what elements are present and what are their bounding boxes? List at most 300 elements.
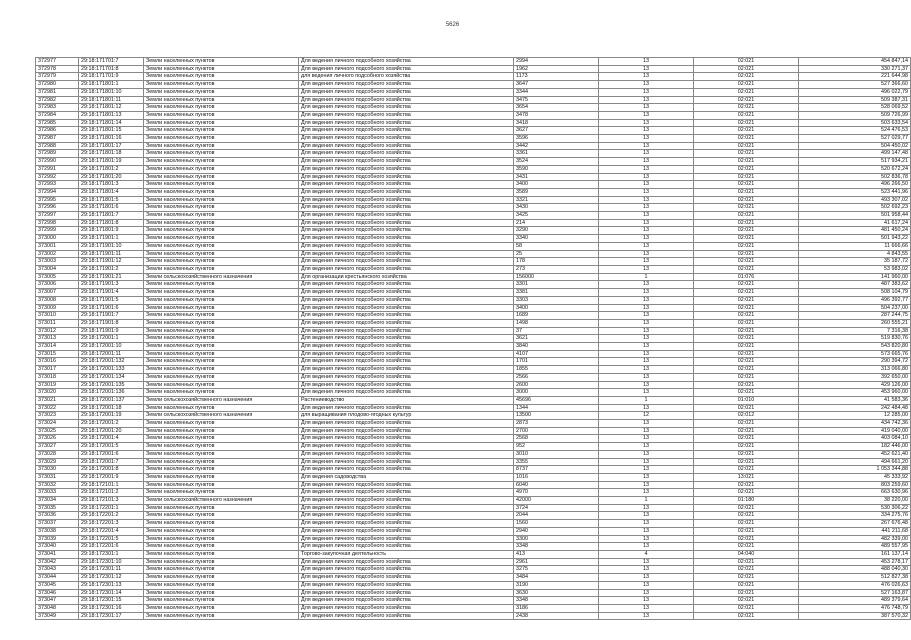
- land-category-cell: Земли населенных пунктов: [144, 458, 299, 466]
- area-cell: 1560: [514, 520, 599, 528]
- land-category-cell: Земли населенных пунктов: [144, 558, 299, 566]
- permitted-use-cell: Для ведения личного подсобного хозяйства: [299, 111, 514, 119]
- area-cell: 1855: [514, 366, 599, 374]
- permitted-use-cell: Для ведения личного подсобного хозяйства: [299, 366, 514, 374]
- area-cell: 3418: [514, 119, 599, 127]
- type-code-cell: 13: [599, 420, 694, 428]
- cadastral-value-cell: 38 220,00: [799, 497, 911, 505]
- cadastral-value-cell: 508 104,79: [799, 289, 911, 297]
- land-category-cell: Земли населенных пунктов: [144, 466, 299, 474]
- record-number-cell: 373027: [36, 443, 79, 451]
- record-number-cell: 373040: [36, 543, 79, 551]
- cadastral-value-cell: 330 271,37: [799, 65, 911, 73]
- cadastral-value-cell: 527 163,87: [799, 589, 911, 597]
- cadastral-number-cell: 29:18:172201:1: [79, 504, 144, 512]
- use-code-cell: 02:021: [694, 204, 799, 212]
- land-category-cell: Земли населенных пунктов: [144, 535, 299, 543]
- use-code-cell: 02:021: [694, 404, 799, 412]
- use-code-cell: 02:021: [694, 227, 799, 235]
- area-cell: 3190: [514, 581, 599, 589]
- use-code-cell: 02:021: [694, 535, 799, 543]
- cadastral-number-cell: 29:18:171801:14: [79, 119, 144, 127]
- use-code-cell: 02:021: [694, 520, 799, 528]
- use-code-cell: 01:180: [694, 497, 799, 505]
- cadastral-number-cell: 29:18:171801:13: [79, 111, 144, 119]
- area-cell: 4107: [514, 350, 599, 358]
- use-code-cell: 02:021: [694, 435, 799, 443]
- type-code-cell: 13: [599, 350, 694, 358]
- type-code-cell: 13: [599, 335, 694, 343]
- permitted-use-cell: Для ведения личного подсобного хозяйства: [299, 304, 514, 312]
- table-row: [36, 204, 911, 212]
- table-row: [36, 165, 911, 173]
- land-category-cell: Земли населенных пунктов: [144, 81, 299, 89]
- table-row: [36, 527, 911, 535]
- type-code-cell: 13: [599, 235, 694, 243]
- cadastral-value-cell: 494 661,20: [799, 458, 911, 466]
- permitted-use-cell: Для ведения личного подсобного хозяйства: [299, 173, 514, 181]
- land-category-cell: Земли населенных пунктов: [144, 127, 299, 135]
- area-cell: 3442: [514, 142, 599, 150]
- cadastral-number-cell: 29:18:171901:6: [79, 304, 144, 312]
- table-row: [36, 404, 911, 412]
- cadastral-number-cell: 29:18:171801:15: [79, 127, 144, 135]
- permitted-use-cell: Для ведения личного подсобного хозяйства: [299, 497, 514, 505]
- area-cell: 2961: [514, 558, 599, 566]
- table-row: [36, 96, 911, 104]
- permitted-use-cell: Для ведения личного подсобного хозяйства: [299, 158, 514, 166]
- area-cell: 156000: [514, 273, 599, 281]
- cadastral-value-cell: 11 666,66: [799, 242, 911, 250]
- cadastral-number-cell: 29:18:172101:2: [79, 489, 144, 497]
- record-number-cell: 373049: [36, 612, 79, 620]
- permitted-use-cell: Для ведения личного подсобного хозяйства: [299, 612, 514, 620]
- record-number-cell: 373044: [36, 574, 79, 582]
- area-cell: 2044: [514, 512, 599, 520]
- land-category-cell: Земли сельскохозяйственного назначения: [144, 412, 299, 420]
- record-number-cell: 372980: [36, 81, 79, 89]
- permitted-use-cell: Для ведения личного подсобного хозяйства: [299, 543, 514, 551]
- use-code-cell: 02:021: [694, 73, 799, 81]
- type-code-cell: 13: [599, 289, 694, 297]
- cadastral-value-cell: 573 665,76: [799, 350, 911, 358]
- type-code-cell: 13: [599, 612, 694, 620]
- type-code-cell: 13: [599, 173, 694, 181]
- land-category-cell: Земли населенных пунктов: [144, 581, 299, 589]
- use-code-cell: 02:021: [694, 327, 799, 335]
- record-number-cell: 372978: [36, 65, 79, 73]
- land-category-cell: Земли населенных пунктов: [144, 335, 299, 343]
- use-code-cell: 02:021: [694, 235, 799, 243]
- permitted-use-cell: Для ведения личного подсобного хозяйства: [299, 458, 514, 466]
- land-category-cell: Земли населенных пунктов: [144, 473, 299, 481]
- cadastral-value-cell: 528 069,52: [799, 104, 911, 112]
- land-category-cell: Земли населенных пунктов: [144, 358, 299, 366]
- land-category-cell: Земли населенных пунктов: [144, 96, 299, 104]
- cadastral-number-cell: 29:18:171901:4: [79, 289, 144, 297]
- cadastral-number-cell: 29:18:171901:5: [79, 296, 144, 304]
- table-row: [36, 366, 911, 374]
- cadastral-value-cell: 242 484,48: [799, 404, 911, 412]
- table-row: [36, 427, 911, 435]
- cadastral-value-cell: 392 650,00: [799, 373, 911, 381]
- cadastral-value-cell: 509 387,31: [799, 96, 911, 104]
- area-cell: 3000: [514, 389, 599, 397]
- record-number-cell: 373043: [36, 566, 79, 574]
- cadastral-number-cell: 29:18:171901:10: [79, 242, 144, 250]
- use-code-cell: 02:021: [694, 173, 799, 181]
- record-number-cell: 373030: [36, 466, 79, 474]
- table-row: [36, 597, 911, 605]
- use-code-cell: 02:021: [694, 566, 799, 574]
- table-row: [36, 289, 911, 297]
- record-number-cell: 373021: [36, 396, 79, 404]
- record-number-cell: 373035: [36, 504, 79, 512]
- type-code-cell: 13: [599, 581, 694, 589]
- record-number-cell: 373045: [36, 581, 79, 589]
- cadastral-number-cell: 29:18:171801:18: [79, 150, 144, 158]
- cadastral-number-cell: 29:18:172201:6: [79, 543, 144, 551]
- record-number-cell: 373025: [36, 427, 79, 435]
- land-category-cell: Земли населенных пунктов: [144, 65, 299, 73]
- land-category-cell: Земли населенных пунктов: [144, 250, 299, 258]
- cadastral-value-cell: 803 259,60: [799, 481, 911, 489]
- area-cell: 6040: [514, 481, 599, 489]
- type-code-cell: 13: [599, 450, 694, 458]
- permitted-use-cell: Для организации крестьянского хозяйства: [299, 273, 514, 281]
- cadastral-number-cell: 29:18:172001:137: [79, 396, 144, 404]
- area-cell: 3381: [514, 289, 599, 297]
- cadastral-number-cell: 29:18:171901:21: [79, 273, 144, 281]
- cadastral-value-cell: 453 960,00: [799, 389, 911, 397]
- use-code-cell: 02:021: [694, 119, 799, 127]
- land-category-cell: Земли населенных пунктов: [144, 512, 299, 520]
- permitted-use-cell: Для ведения личного подсобного хозяйства: [299, 512, 514, 520]
- record-number-cell: 372990: [36, 158, 79, 166]
- table-row: [36, 242, 911, 250]
- table-row: [36, 420, 911, 428]
- land-category-cell: Земли населенных пунктов: [144, 420, 299, 428]
- use-code-cell: 02:021: [694, 366, 799, 374]
- use-code-cell: 02:021: [694, 219, 799, 227]
- table-row: [36, 504, 911, 512]
- type-code-cell: 13: [599, 481, 694, 489]
- cadastral-value-cell: 260 555,21: [799, 319, 911, 327]
- table-row: [36, 173, 911, 181]
- use-code-cell: 02:021: [694, 481, 799, 489]
- type-code-cell: 13: [599, 458, 694, 466]
- use-code-cell: 02:021: [694, 250, 799, 258]
- record-number-cell: 373047: [36, 597, 79, 605]
- cadastral-value-cell: 517 934,21: [799, 158, 911, 166]
- type-code-cell: 13: [599, 527, 694, 535]
- record-number-cell: 372982: [36, 96, 79, 104]
- permitted-use-cell: Для ведения личного подсобного хозяйства: [299, 258, 514, 266]
- use-code-cell: 02:021: [694, 558, 799, 566]
- record-number-cell: 373004: [36, 265, 79, 273]
- type-code-cell: 13: [599, 543, 694, 551]
- land-category-cell: Земли населенных пунктов: [144, 443, 299, 451]
- cadastral-number-cell: 29:18:171801:9: [79, 227, 144, 235]
- area-cell: 3654: [514, 104, 599, 112]
- cadastral-number-cell: 29:18:172301:14: [79, 589, 144, 597]
- table-row: [36, 443, 911, 451]
- record-number-cell: 372988: [36, 142, 79, 150]
- cadastral-value-cell: 543 820,80: [799, 343, 911, 351]
- use-code-cell: 02:021: [694, 450, 799, 458]
- type-code-cell: 13: [599, 258, 694, 266]
- record-number-cell: 373001: [36, 242, 79, 250]
- use-code-cell: 04:040: [694, 551, 799, 559]
- cadastral-number-cell: 29:18:172001:7: [79, 458, 144, 466]
- area-cell: 3647: [514, 81, 599, 89]
- area-cell: 8737: [514, 466, 599, 474]
- record-number-cell: 373041: [36, 551, 79, 559]
- cadastral-value-cell: 496 022,79: [799, 88, 911, 96]
- permitted-use-cell: Для ведения личного подсобного хозяйства: [299, 527, 514, 535]
- record-number-cell: 372991: [36, 165, 79, 173]
- record-number-cell: 372983: [36, 104, 79, 112]
- record-number-cell: 373019: [36, 381, 79, 389]
- area-cell: 3344: [514, 88, 599, 96]
- use-code-cell: 02:021: [694, 212, 799, 220]
- cadastral-number-cell: 29:18:171801:1: [79, 81, 144, 89]
- cadastral-number-cell: 29:18:171801:7: [79, 212, 144, 220]
- use-code-cell: 02:021: [694, 427, 799, 435]
- land-category-cell: Земли населенных пунктов: [144, 219, 299, 227]
- type-code-cell: 13: [599, 111, 694, 119]
- table-row: [36, 396, 911, 404]
- cadastral-number-cell: 29:18:172001:9: [79, 473, 144, 481]
- land-category-cell: Земли населенных пунктов: [144, 150, 299, 158]
- area-cell: 273: [514, 265, 599, 273]
- cadastral-number-cell: 29:18:172001:8: [79, 466, 144, 474]
- type-code-cell: 13: [599, 574, 694, 582]
- table-row: [36, 142, 911, 150]
- table-row: [36, 412, 911, 420]
- table-row: [36, 543, 911, 551]
- permitted-use-cell: Для ведения личного подсобного хозяйства: [299, 165, 514, 173]
- cadastral-value-cell: 267 676,48: [799, 520, 911, 528]
- land-category-cell: Земли населенных пунктов: [144, 135, 299, 143]
- record-number-cell: 373039: [36, 535, 79, 543]
- area-cell: 3275: [514, 566, 599, 574]
- permitted-use-cell: для ведения личного подсобного хозяйства: [299, 73, 514, 81]
- area-cell: 3475: [514, 96, 599, 104]
- land-category-cell: Земли населенных пунктов: [144, 58, 299, 66]
- table-row: [36, 558, 911, 566]
- record-number-cell: 373018: [36, 373, 79, 381]
- use-code-cell: 02:021: [694, 335, 799, 343]
- area-cell: 2566: [514, 373, 599, 381]
- type-code-cell: 13: [599, 312, 694, 320]
- area-cell: 3478: [514, 111, 599, 119]
- record-number-cell: 373046: [36, 589, 79, 597]
- land-category-cell: Земли населенных пунктов: [144, 520, 299, 528]
- use-code-cell: 02:021: [694, 604, 799, 612]
- cadastral-value-cell: 453 278,17: [799, 558, 911, 566]
- use-code-cell: 02:021: [694, 81, 799, 89]
- table-row: [36, 111, 911, 119]
- cadastral-value-cell: 481 450,24: [799, 227, 911, 235]
- record-number-cell: 373009: [36, 304, 79, 312]
- use-code-cell: 01:076: [694, 273, 799, 281]
- land-category-cell: Земли населенных пунктов: [144, 235, 299, 243]
- table-row: [36, 304, 911, 312]
- cadastral-value-cell: 504 450,02: [799, 142, 911, 150]
- table-row: [36, 489, 911, 497]
- record-number-cell: 373000: [36, 235, 79, 243]
- permitted-use-cell: Для ведения личного подсобного хозяйства: [299, 312, 514, 320]
- type-code-cell: 13: [599, 265, 694, 273]
- area-cell: 2600: [514, 381, 599, 389]
- land-category-cell: Земли населенных пунктов: [144, 489, 299, 497]
- table-row: [36, 497, 911, 505]
- land-category-cell: Земли населенных пунктов: [144, 227, 299, 235]
- land-category-cell: Земли населенных пунктов: [144, 543, 299, 551]
- permitted-use-cell: Растениеводство: [299, 396, 514, 404]
- type-code-cell: 13: [599, 597, 694, 605]
- area-cell: 3431: [514, 173, 599, 181]
- area-cell: 4970: [514, 489, 599, 497]
- permitted-use-cell: Для ведения личного подсобного хозяйства: [299, 119, 514, 127]
- table-row: [36, 81, 911, 89]
- land-category-cell: Земли населенных пунктов: [144, 165, 299, 173]
- type-code-cell: 13: [599, 366, 694, 374]
- permitted-use-cell: Для ведения личного подсобного хозяйства: [299, 520, 514, 528]
- permitted-use-cell: Для ведения личного подсобного хозяйства: [299, 450, 514, 458]
- cadastral-number-cell: 29:18:171901:9: [79, 327, 144, 335]
- cadastral-number-cell: 29:18:171901:3: [79, 281, 144, 289]
- cadastral-number-cell: 29:18:171801:20: [79, 173, 144, 181]
- cadastral-value-cell: 441 211,68: [799, 527, 911, 535]
- permitted-use-cell: Для ведения личного подсобного хозяйства: [299, 489, 514, 497]
- table-row: [36, 466, 911, 474]
- record-number-cell: 372985: [36, 119, 79, 127]
- record-number-cell: 372984: [36, 111, 79, 119]
- table-row: [36, 181, 911, 189]
- permitted-use-cell: Для ведения личного подсобного хозяйства: [299, 265, 514, 273]
- table-row: [36, 250, 911, 258]
- table-row: [36, 73, 911, 81]
- cadastral-number-cell: 29:18:171901:7: [79, 312, 144, 320]
- land-category-cell: Земли населенных пунктов: [144, 350, 299, 358]
- area-cell: 3724: [514, 504, 599, 512]
- type-code-cell: 13: [599, 566, 694, 574]
- cadastral-value-cell: 452 621,40: [799, 450, 911, 458]
- type-code-cell: 13: [599, 58, 694, 66]
- record-number-cell: 373016: [36, 358, 79, 366]
- type-code-cell: 13: [599, 165, 694, 173]
- record-number-cell: 373037: [36, 520, 79, 528]
- cadastral-number-cell: 29:18:171901:12: [79, 258, 144, 266]
- cadastral-value-cell: 499 147,48: [799, 150, 911, 158]
- table-row: [36, 319, 911, 327]
- permitted-use-cell: Для ведения личного подсобного хозяйства: [299, 88, 514, 96]
- table-row: [36, 227, 911, 235]
- table-row: [36, 88, 911, 96]
- record-number-cell: 373024: [36, 420, 79, 428]
- area-cell: 3400: [514, 181, 599, 189]
- cadastral-value-cell: 520 672,24: [799, 165, 911, 173]
- land-category-cell: Земли населенных пунктов: [144, 265, 299, 273]
- area-cell: 3589: [514, 188, 599, 196]
- type-code-cell: 13: [599, 81, 694, 89]
- use-code-cell: 02:021: [694, 96, 799, 104]
- cadastral-number-cell: 29:18:171801:10: [79, 88, 144, 96]
- land-category-cell: Земли населенных пунктов: [144, 597, 299, 605]
- land-category-cell: Земли населенных пунктов: [144, 373, 299, 381]
- table-row: [36, 373, 911, 381]
- cadastral-value-cell: 663 630,96: [799, 489, 911, 497]
- use-code-cell: 02:021: [694, 389, 799, 397]
- type-code-cell: 13: [599, 558, 694, 566]
- permitted-use-cell: Для ведения личного подсобного хозяйства: [299, 327, 514, 335]
- land-category-cell: Земли населенных пунктов: [144, 119, 299, 127]
- area-cell: 3621: [514, 335, 599, 343]
- area-cell: 2994: [514, 58, 599, 66]
- type-code-cell: 12: [599, 412, 694, 420]
- use-code-cell: 02:021: [694, 358, 799, 366]
- cadastral-value-cell: 523 441,96: [799, 188, 911, 196]
- type-code-cell: 13: [599, 158, 694, 166]
- cadastral-value-cell: 454 847,14: [799, 58, 911, 66]
- land-category-cell: Земли сельскохозяйственного назначения: [144, 497, 299, 505]
- type-code-cell: 13: [599, 604, 694, 612]
- table-row: [36, 581, 911, 589]
- table-row: [36, 551, 911, 559]
- use-code-cell: 02:021: [694, 527, 799, 535]
- use-code-cell: 02:021: [694, 373, 799, 381]
- area-cell: 3348: [514, 597, 599, 605]
- permitted-use-cell: Для ведения личного подсобного хозяйства: [299, 604, 514, 612]
- permitted-use-cell: Для ведения личного подсобного хозяйства: [299, 96, 514, 104]
- land-category-cell: Земли сельскохозяйственного назначения: [144, 273, 299, 281]
- cadastral-value-cell: 434 742,36: [799, 420, 911, 428]
- type-code-cell: 13: [599, 473, 694, 481]
- use-code-cell: 02:021: [694, 281, 799, 289]
- type-code-cell: 13: [599, 188, 694, 196]
- use-code-cell: 02:021: [694, 111, 799, 119]
- cadastral-value-cell: 496 392,77: [799, 296, 911, 304]
- land-category-cell: Земли населенных пунктов: [144, 242, 299, 250]
- type-code-cell: 13: [599, 242, 694, 250]
- land-category-cell: Земли населенных пунктов: [144, 435, 299, 443]
- type-code-cell: 13: [599, 404, 694, 412]
- cadastral-number-cell: 29:18:171901:2: [79, 265, 144, 273]
- table-row: [36, 574, 911, 582]
- permitted-use-cell: Для ведения личного подсобного хозяйства: [299, 250, 514, 258]
- record-number-cell: 373010: [36, 312, 79, 320]
- record-number-cell: 372998: [36, 219, 79, 227]
- area-cell: 3596: [514, 135, 599, 143]
- permitted-use-cell: для выращивания плодово-ягодных культур: [299, 412, 514, 420]
- permitted-use-cell: Для ведения личного подсобного хозяйства: [299, 289, 514, 297]
- use-code-cell: 02:021: [694, 589, 799, 597]
- land-category-cell: Земли населенных пунктов: [144, 343, 299, 351]
- table-row: [36, 612, 911, 620]
- area-cell: 1498: [514, 319, 599, 327]
- permitted-use-cell: Для ведения личного подсобного хозяйства: [299, 589, 514, 597]
- type-code-cell: 13: [599, 427, 694, 435]
- table-row: [36, 535, 911, 543]
- land-category-cell: Земли населенных пунктов: [144, 381, 299, 389]
- type-code-cell: 13: [599, 73, 694, 81]
- record-number-cell: 372993: [36, 181, 79, 189]
- cadastral-number-cell: 29:18:171801:2: [79, 165, 144, 173]
- type-code-cell: 13: [599, 343, 694, 351]
- cadastral-value-cell: 4 843,55: [799, 250, 911, 258]
